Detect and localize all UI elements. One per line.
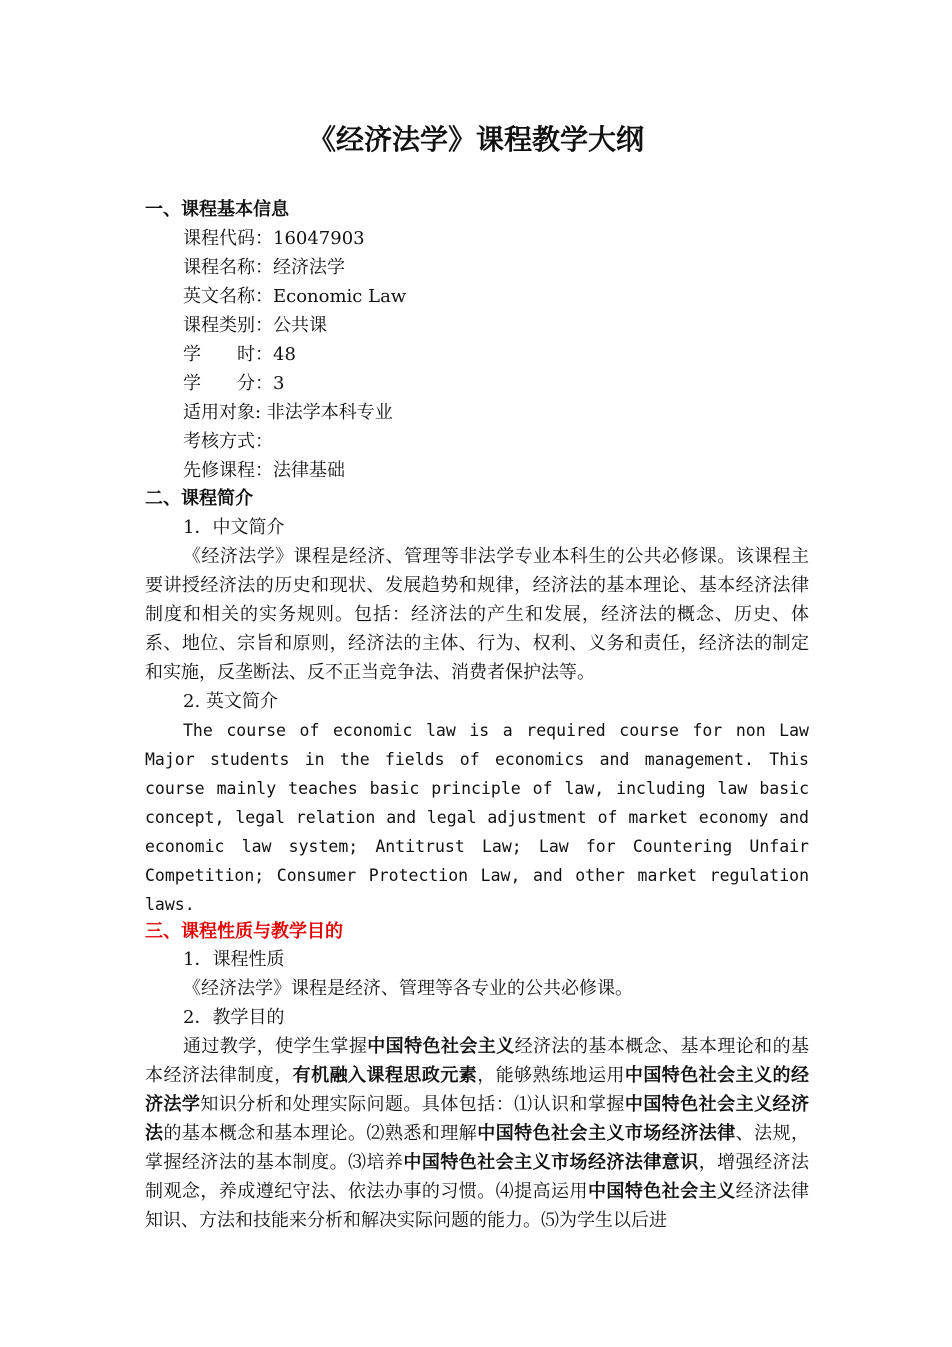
emphasis-text: 中国特色社会主义 [587, 1181, 736, 1202]
subheading-english-intro: 2. 英文简介 [183, 691, 278, 712]
field-audience: 适用对象: 非法学本科专业 [183, 402, 393, 423]
body-text: 知识分析和处理实际问题。具体包括：⑴认识和掌握 [200, 1094, 625, 1115]
teaching-purpose-paragraph [145, 1032, 809, 1235]
emphasis-text: 中国特色社会主义的经济法学 [145, 1065, 810, 1115]
body-text: 的基本概念和基本理论。⑵熟悉和理解 [163, 1123, 478, 1144]
subheading-teaching-purpose: 2．教学目的 [183, 1007, 285, 1028]
subheading-course-nature: 1．课程性质 [183, 949, 285, 970]
field-course-type: 课程类别：公共课 [183, 315, 327, 336]
subheading-chinese-intro: 1．中文简介 [183, 517, 285, 538]
emphasis-text: 中国特色社会主义市场经济法律意识 [403, 1152, 699, 1173]
field-course-name: 课程名称：经济法学 [183, 257, 345, 278]
section-heading-basic-info: 一、课程基本信息 [145, 199, 289, 220]
body-text: 通过教学，使学生掌握 [183, 1036, 368, 1057]
field-credits: 学 分：3 [183, 373, 285, 394]
chinese-intro-paragraph: 《经济法学》课程是经济、管理等非法学专业本科生的公共必修课。该课程主要讲授经济法的历史和现状、发展趋势和规律，经济法的基本理论、基本经济法律制度和相关的实务规则。包括：经济法的产生和发展，经济法的概念、历史、体系、地位、宗旨和原则，经济法的主体、行为、权利、义务和责任，经济法的制定和实施，反垄断法、反不正当竞争法、消费者保护法等。 [145, 546, 809, 683]
body-text: 经济法律知识、方法和技能来分析和解决实际问题的能力。⑸为学生以后进 [145, 1181, 809, 1231]
english-intro-paragraph: The course of economic law is a required course for non Law Major students in the fields of economics and management. This course mainly teaches basic principle of law, including law basic concept, legal relation and legal adjustment of market economy and economic law system; Antitrust Law; Law for Countering Unfair Competition; Consumer Protection Law, and other market regulation laws. [145, 721, 809, 914]
field-prerequisite: 先修课程：法律基础 [183, 460, 345, 481]
emphasis-text: 中国特色社会主义 [367, 1036, 515, 1057]
field-course-code: 课程代码：16047903 [183, 228, 365, 249]
field-hours: 学 时：48 [183, 344, 296, 365]
field-assessment: 考核方式： [183, 431, 273, 452]
emphasis-text: 中国特色社会主义市场经济法律 [477, 1123, 736, 1144]
section-heading-nature-purpose: 三、课程性质与教学目的 [145, 921, 343, 942]
page-title: 《经济法学》课程教学大纲 [307, 123, 644, 156]
body-text: ，增强经济法制观念，养成遵纪守法、依法办事的习惯。⑷提高运用 [145, 1152, 810, 1202]
emphasis-text: 中国特色社会主义经济法 [145, 1094, 810, 1144]
course-nature-paragraph: 《经济法学》课程是经济、管理等各专业的公共必修课。 [183, 978, 633, 999]
emphasis-text: 有机融入课程思政元素 [292, 1065, 478, 1086]
field-english-name: 英文名称：Economic Law [183, 286, 407, 307]
body-text: 经济法的基本概念、基本理论和的基本经济法律制度， [145, 1036, 810, 1086]
body-text: ，能够熟练地运用 [477, 1065, 625, 1086]
body-text: 、法规，掌握经济法的基本制度。⑶培养 [145, 1123, 810, 1173]
section-heading-intro: 二、课程简介 [145, 488, 253, 509]
